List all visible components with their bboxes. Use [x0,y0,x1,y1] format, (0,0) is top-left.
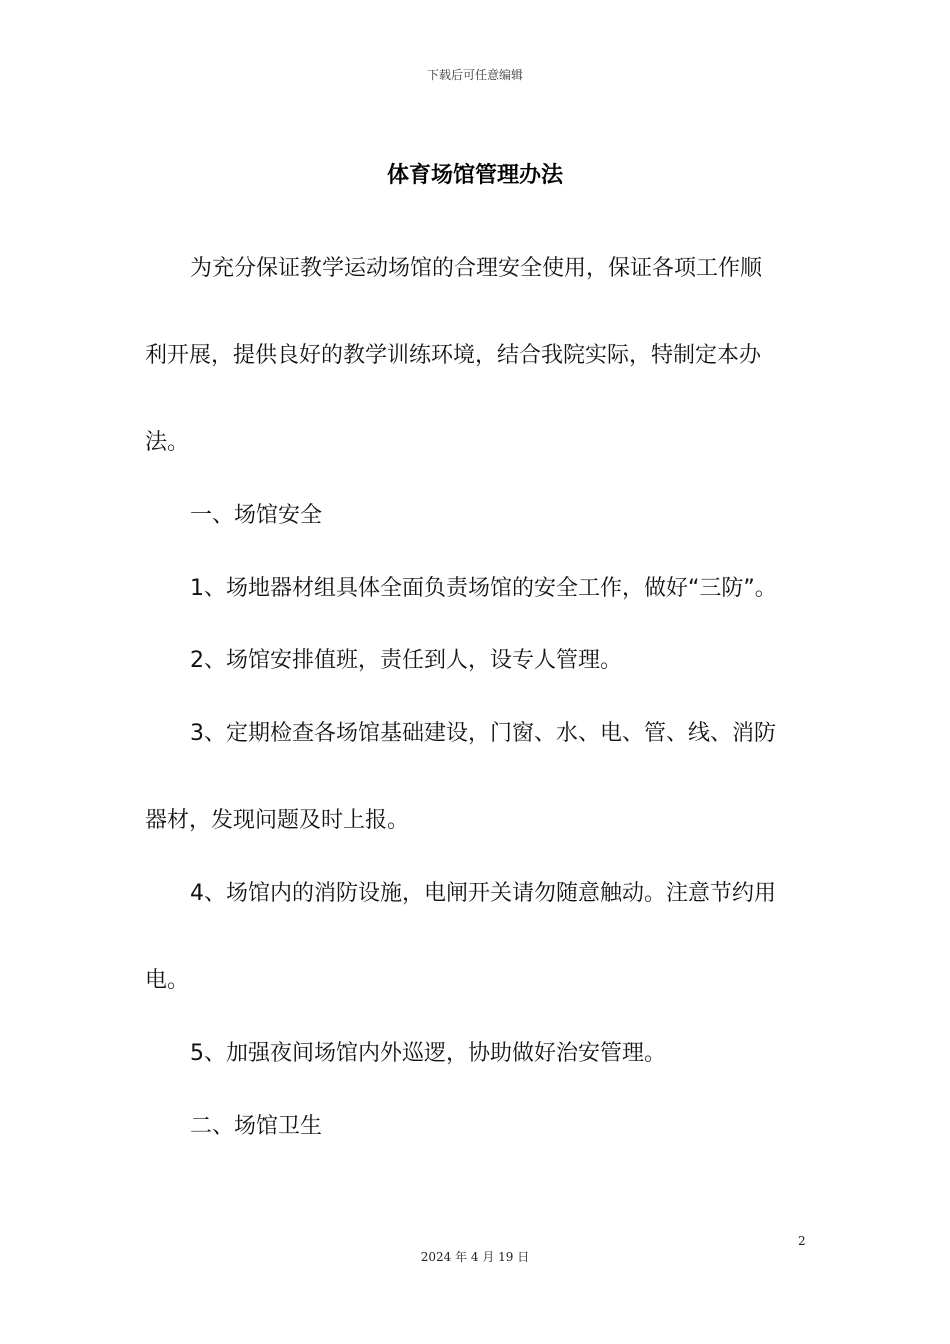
section-heading-safety: 一、场馆安全 [190,503,323,528]
safety-item-1: 1、场地器材组具体全面负责场馆的安全工作，做好“三防”。 [190,576,777,601]
safety-item-2: 2、场馆安排值班，责任到人，设专人管理。 [190,648,622,673]
paragraph-intro-line-3: 法。 [145,430,190,455]
page-number: 2 [798,1234,806,1248]
safety-item-3-line-1: 3、定期检查各场馆基础建设，门窗、水、电、管、线、消防 [190,721,776,746]
safety-item-4-line-2: 电。 [145,968,190,993]
paragraph-intro-line-2: 利开展，提供良好的教学训练环境，结合我院实际，特制定本办 [145,343,762,368]
page-header-note: 下载后可任意编辑 [426,68,523,82]
footer-date: 2024 年 4 月 19 日 [420,1250,530,1264]
safety-item-5: 5、加强夜间场馆内外巡逻，协助做好治安管理。 [190,1041,666,1066]
paragraph-intro-line-1: 为充分保证教学运动场馆的合理安全使用，保证各项工作顺 [190,256,763,281]
safety-item-4-line-1: 4、场馆内的消防设施，电闸开关请勿随意触动。注意节约用 [190,881,776,906]
safety-item-3-line-2: 器材，发现问题及时上报。 [145,808,410,833]
document-title: 体育场馆管理办法 [386,163,563,188]
section-heading-hygiene: 二、场馆卫生 [190,1114,323,1139]
